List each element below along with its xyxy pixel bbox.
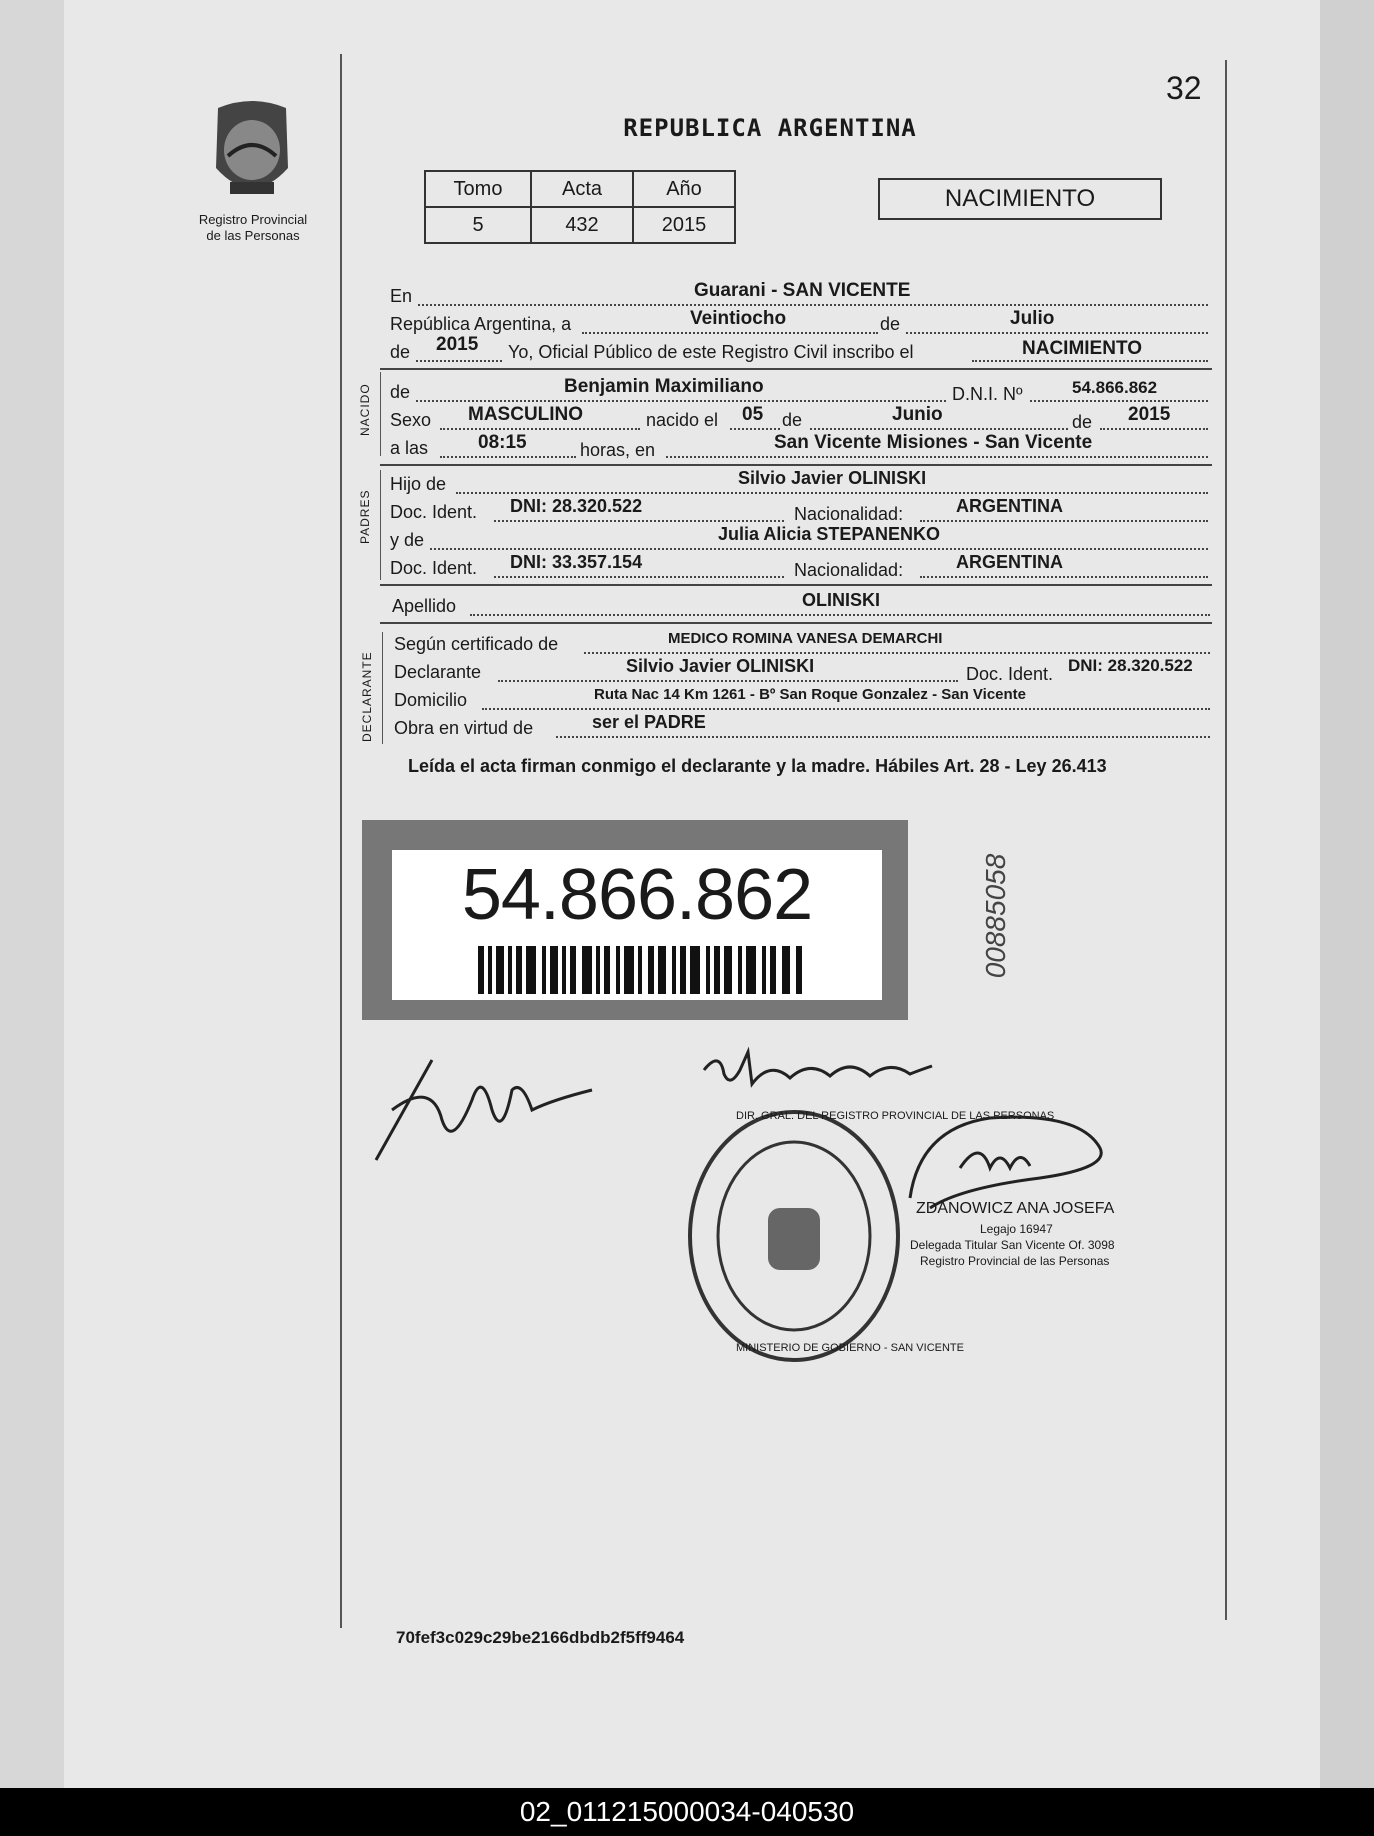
officer-registry: Registro Provincial de las Personas [920,1254,1110,1268]
declarant-signature-icon [372,1040,602,1180]
barcode-icon [478,946,808,994]
de-label: de [390,342,411,362]
apellido-label: Apellido [392,596,457,616]
logo-caption [180,212,326,244]
dni-label: D.N.I. Nº [952,384,1023,404]
declarante-value: Silvio Javier OLINISKI [626,656,815,676]
dotted-line [1100,428,1208,430]
republica-label: República Argentina, a [390,314,572,334]
section-divider [380,622,1212,624]
dotted-line [1030,400,1208,402]
year-value: 2015 [436,334,479,355]
declarante-label: Declarante [394,662,482,682]
birth-year-value: 2015 [1128,404,1171,425]
dotted-line [440,456,576,458]
seal-ring-text: DIR. GRAL. DEL REGISTRO PROVINCIAL DE LAS PERSONAS [736,1110,1055,1122]
doc-label: Doc. Ident. [966,664,1054,684]
father-doc-value: DNI: 28.320.522 [510,496,643,516]
dotted-line [730,428,780,430]
sticker-label [392,850,882,1000]
month-value: Julio [1010,308,1055,329]
mother-doc-value: DNI: 33.357.154 [510,552,643,572]
document-hash: 70fef3c029c29be2166dbdb2f5ff9464 [396,1628,685,1647]
father-nacionalidad-value: ARGENTINA [956,496,1063,516]
sexo-value: MASCULINO [468,404,584,425]
birth-place-value: San Vicente Misiones - San Vicente [774,432,1093,453]
acta-header: Acta [531,171,633,207]
nacido-el-label: nacido el [646,410,719,430]
left-rule [340,54,342,1628]
seal-inner-text: MINISTERIO DE GOBIERNO - SAN VICENTE [736,1342,964,1354]
act-type-box: NACIMIENTO [878,178,1162,220]
en-label: En [390,286,413,306]
de-label: de [880,314,901,334]
dotted-line [494,520,784,522]
sexo-label: Sexo [390,410,432,430]
domicilio-value: Ruta Nac 14 Km 1261 - Bº San Roque Gonzalez - San Vicente [594,686,1026,703]
dotted-line [456,492,1208,494]
tomo-header: Tomo [425,171,531,207]
dni-sticker [362,820,908,1020]
tomo-value: 5 [425,207,531,243]
segun-label: Según certificado de [394,634,559,654]
section-bar [380,372,381,456]
inscribe-value: NACIMIENTO [1022,338,1142,359]
dotted-line [556,736,1210,738]
horas-label: horas, en [580,440,656,460]
dotted-line [482,708,1210,710]
de-label: de [782,410,803,430]
officer-name: ZDANOWICZ ANA JOSEFA [916,1200,1115,1217]
scan-right-margin [1320,0,1374,1788]
officer-legajo: Legajo 16947 [980,1222,1053,1236]
dotted-line [416,400,946,402]
registry-table [424,170,736,244]
dotted-line [920,576,1208,578]
section-bar [380,470,381,580]
birth-month-value: Junio [892,404,943,425]
father-name-value: Silvio Javier OLINISKI [738,468,927,488]
dotted-line [584,652,1210,654]
yo-label: Yo, Oficial Público de este Registro Civil inscribo el [508,342,914,362]
dotted-line [430,548,1208,550]
dotted-line [498,680,958,682]
nacido-section-label: NACIDO [358,383,372,436]
anio-header: Año [633,171,735,207]
scan-left-margin [0,0,64,1788]
mother-name-value: Julia Alicia STEPANENKO [718,524,941,544]
closing-note: Leída el acta firman conmigo el declarante y la madre. Hábiles Art. 28 - Ley 26.413 [408,756,1107,776]
page-number: 32 [1166,70,1202,106]
doc-label: Doc. Ident. [390,558,478,578]
officer-role: Delegada Titular San Vicente Of. 3098 [910,1238,1115,1252]
section-bar [382,632,383,744]
nacionalidad-label: Nacionalidad: [794,560,904,580]
padres-section-label: PADRES [358,489,372,544]
dotted-line [666,456,1208,458]
alas-label: a las [390,438,429,458]
child-dni-value: 54.866.862 [1072,378,1158,397]
doc-label: Doc. Ident. [390,502,478,522]
dotted-line [470,614,1210,616]
misiones-coat-of-arms-icon [208,98,296,208]
obra-value: ser el PADRE [592,712,706,732]
footer-filename-bar: 02_011215000034-040530 [0,1788,1374,1836]
country-title: REPUBLICA ARGENTINA [623,114,917,142]
dotted-line [972,360,1208,362]
official-seal-icon [684,1106,904,1366]
logo-caption-line2: de las Personas [206,228,300,243]
dotted-line [440,428,640,430]
dotted-line [494,576,784,578]
domicilio-label: Domicilio [394,690,468,710]
section-divider [380,464,1212,466]
anio-value: 2015 [633,207,735,243]
apellido-value: OLINISKI [802,590,881,610]
day-value: Veintiocho [690,308,787,329]
sticker-number: 54.866.862 [461,855,813,935]
de-label: de [390,382,411,402]
dotted-line [582,332,878,334]
mother-signature-icon [700,1040,936,1100]
obra-label: Obra en virtud de [394,718,534,738]
dotted-line [416,360,502,362]
child-name-value: Benjamin Maximiliano [564,376,764,397]
dotted-line [418,304,1208,306]
logo-caption-line1: Registro Provincial [198,212,308,227]
dotted-line [810,428,1068,430]
de-label: de [1072,412,1093,432]
birth-time-value: 08:15 [478,432,527,453]
acta-value: 432 [531,207,633,243]
segun-value: MEDICO ROMINA VANESA DEMARCHI [668,630,943,647]
declarante-section-label: DECLARANTE [360,651,374,742]
section-divider [380,368,1212,370]
place-value: Guarani - SAN VICENTE [694,280,911,301]
yde-label: y de [390,530,425,550]
hijo-label: Hijo de [390,474,447,494]
handwritten-serial: 00885058 [980,853,1011,979]
nacionalidad-label: Nacionalidad: [794,504,904,524]
dotted-line [906,332,1208,334]
declarante-doc-value: DNI: 28.320.522 [1068,656,1193,675]
section-divider [380,584,1212,586]
dotted-line [920,520,1208,522]
mother-nacionalidad-value: ARGENTINA [956,552,1063,572]
right-rule [1225,60,1227,1620]
birth-day-value: 05 [742,404,764,425]
